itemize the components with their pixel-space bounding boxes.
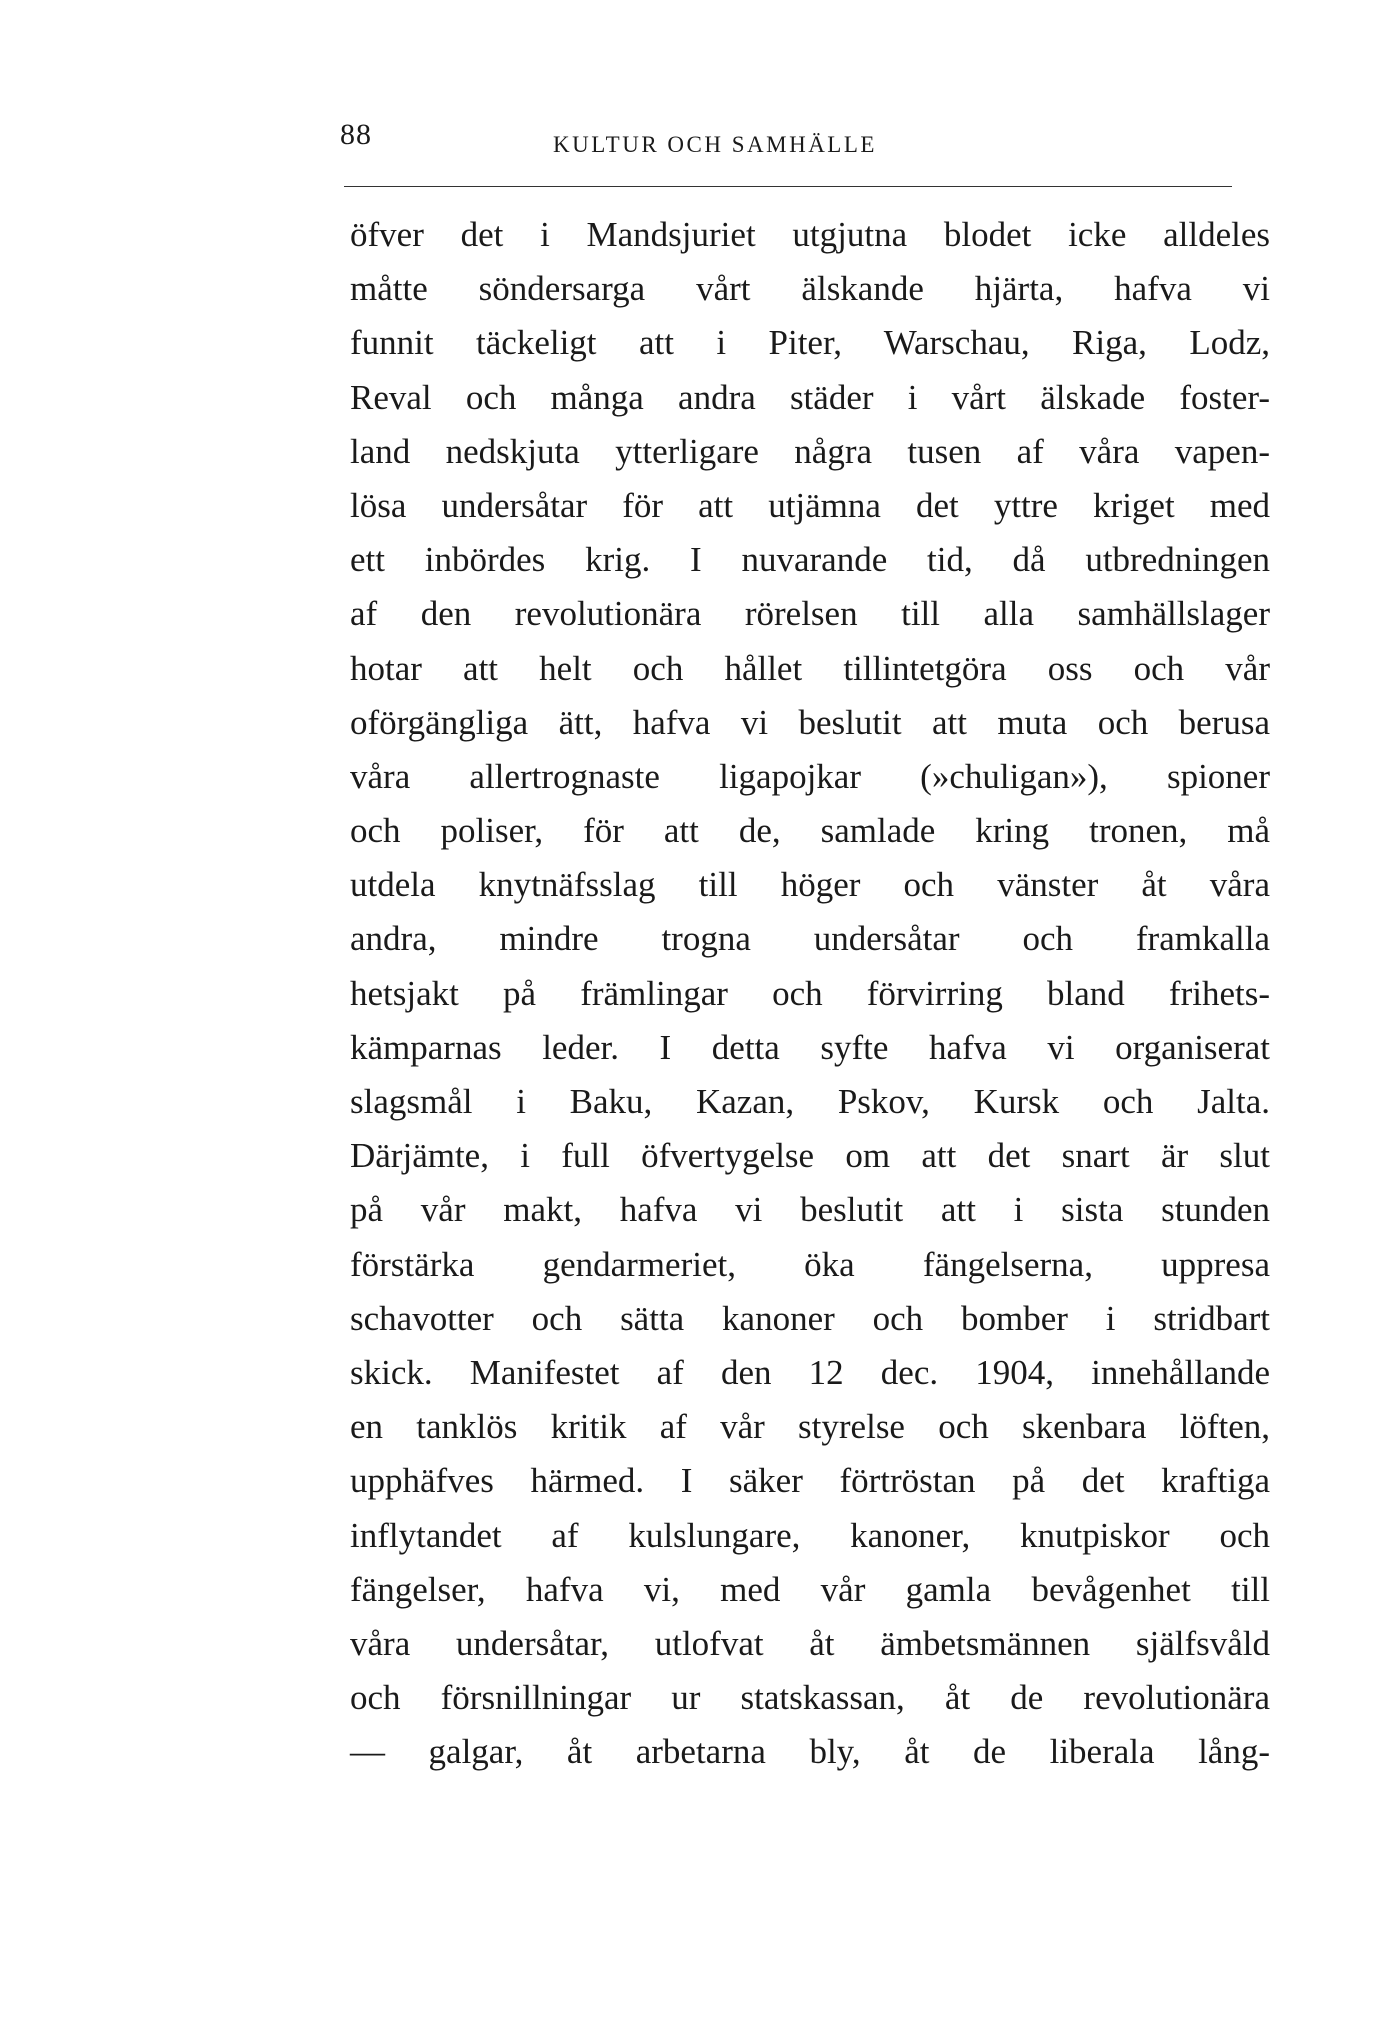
text-line: på vår makt, hafva vi beslutit att i sista stunden	[350, 1190, 1270, 1230]
running-head: KULTUR OCH SAMHÄLLE	[553, 132, 877, 157]
text-line: en tanklös kritik af vår styrelse och skenbara löften,	[350, 1407, 1270, 1447]
text-line: land nedskjuta ytterligare några tusen af våra vapen-	[350, 431, 1270, 471]
text-line: och poliser, för att de, samlade kring tronen, må	[350, 811, 1270, 851]
text-line: utdela knytnäfsslag till höger och vänster åt våra	[350, 865, 1270, 905]
text-line: ett inbördes krig. I nuvarande tid, då utbredningen	[350, 540, 1270, 580]
text-line: hotar att helt och hållet tillintetgöra oss och vår	[350, 648, 1270, 688]
text-line: hetsjakt på främlingar och förvirring bland frihets-	[350, 973, 1270, 1013]
text-line: Reval och många andra städer i vårt älskade foster-	[350, 377, 1270, 417]
text-line: andra, mindre trogna undersåtar och framkalla	[350, 919, 1270, 959]
text-line: fängelser, hafva vi, med vår gamla bevågenhet till	[350, 1569, 1270, 1609]
text-line: oförgängliga ätt, hafva vi beslutit att muta och berusa	[350, 702, 1270, 742]
text-line: funnit täckeligt att i Piter, Warschau, Riga, Lodz,	[350, 323, 1270, 363]
page-number: 88	[340, 118, 372, 151]
header-rule	[344, 186, 1232, 187]
text-line: skick. Manifestet af den 12 dec. 1904, innehållande	[350, 1352, 1270, 1392]
text-line: kämparnas leder. I detta syfte hafva vi organiserat	[350, 1027, 1270, 1067]
text-line: schavotter och sätta kanoner och bomber i stridbart	[350, 1298, 1270, 1338]
text-line: våra allertrognaste ligapojkar (»chuligan»), spioner	[350, 756, 1270, 796]
text-line: våra undersåtar, utlofvat åt ämbetsmännen själfsvåld	[350, 1623, 1270, 1663]
text-line: öfver det i Mandsjuriet utgjutna blodet icke alldeles	[350, 215, 1270, 254]
text-line: inflytandet af kulslungare, kanoner, knutpiskor och	[350, 1515, 1270, 1555]
text-line: måtte söndersarga vårt älskande hjärta, hafva vi	[350, 269, 1270, 309]
text-line: lösa undersåtar för att utjämna det yttre kriget med	[350, 485, 1270, 525]
text-line: förstärka gendarmeriet, öka fängelserna, uppresa	[350, 1244, 1270, 1284]
text-line: af den revolutionära rörelsen till alla samhällslager	[350, 594, 1270, 634]
body-text	[350, 208, 1270, 1779]
text-line: Därjämte, i full öfvertygelse om att det snart är slut	[350, 1136, 1270, 1176]
text-line: — galgar, åt arbetarna bly, åt de liberala lång-	[350, 1732, 1270, 1772]
text-line: slagsmål i Baku, Kazan, Pskov, Kursk och Jalta.	[350, 1082, 1270, 1121]
text-line: och försnillningar ur statskassan, åt de revolutionära	[350, 1678, 1270, 1718]
text-line: upphäfves härmed. I säker förtröstan på det kraftiga	[350, 1461, 1270, 1501]
